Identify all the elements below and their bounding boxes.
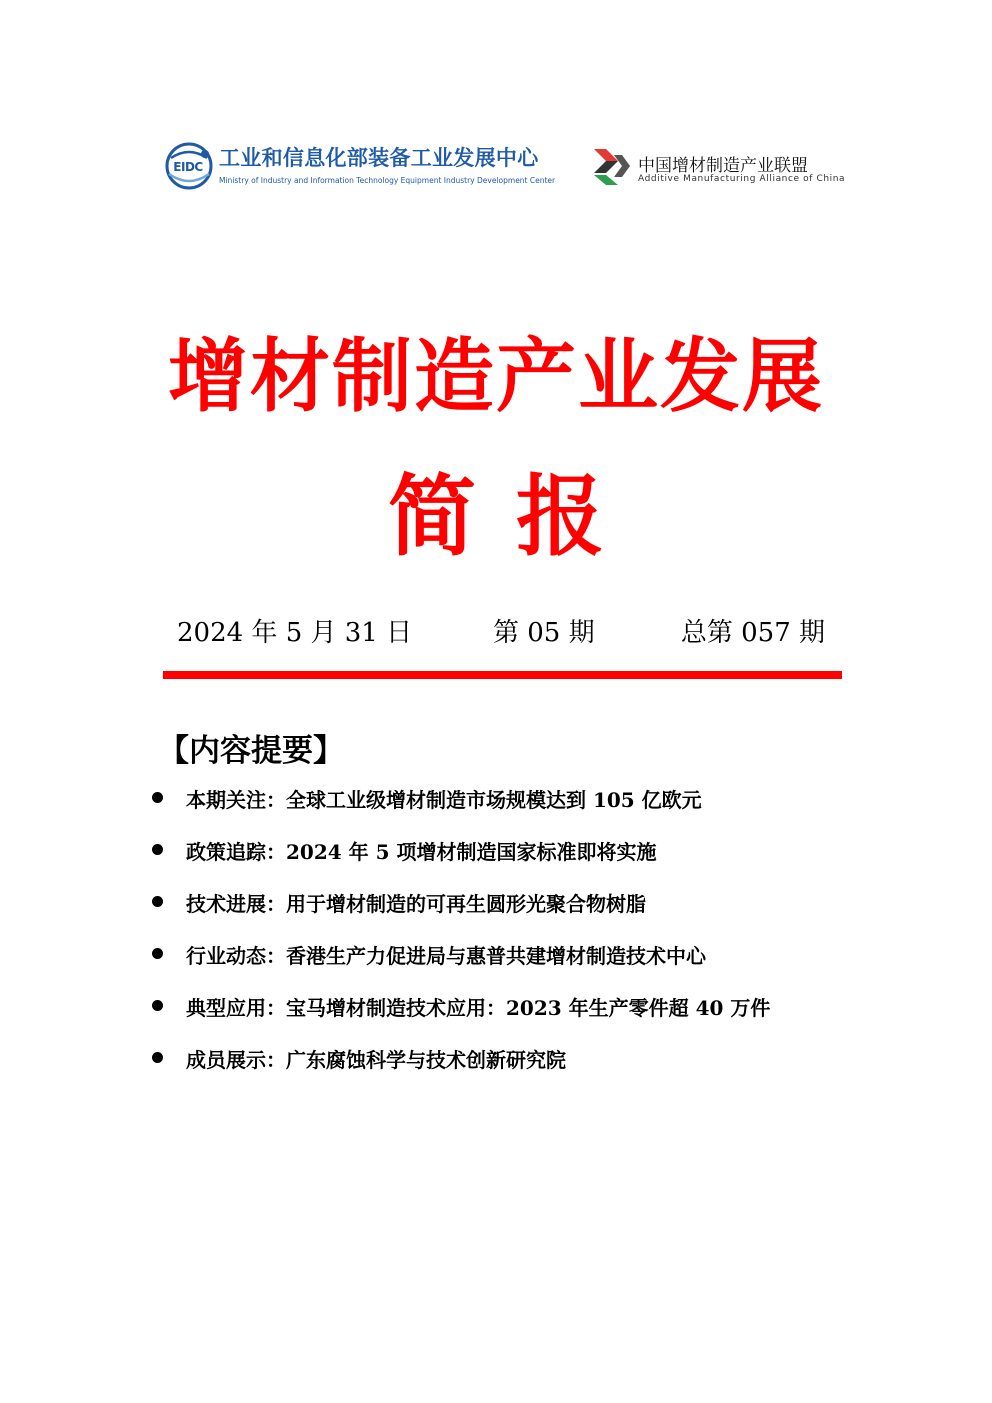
list-item-text: 成员展示：广东腐蚀科学与技术创新研究院 [186,1048,566,1072]
amac-name-cn: 中国增材制造产业联盟 [638,156,808,176]
list-item-text: 行业动态：香港生产力促进局与惠普共建增材制造技术中心 [186,944,706,968]
red-divider [163,671,842,679]
summary-heading: 【内容提要】 [158,733,344,769]
eidc-name-en: Ministry of Industry and Information Technology Equipment Industry Development Center [219,176,556,185]
issue-date: 2024 年 5 月 31 日 [177,618,413,648]
issue-total: 总第 057 期 [680,618,825,648]
bullet-icon [152,1052,163,1063]
list-item [150,832,850,884]
issue-number: 第 05 期 [493,618,595,648]
issue-info [177,612,827,652]
amac-name-en: Additive Manufacturing Alliance of China [638,174,846,184]
list-item-text: 技术进展：用于增材制造的可再生圆形光聚合物树脂 [186,892,646,916]
list-item-text: 典型应用：宝马增材制造技术应用：2023 年生产零件超 40 万件 [186,996,771,1020]
bullet-icon [152,844,163,855]
list-item-text: 政策追踪：2024 年 5 项增材制造国家标准即将实施 [186,840,657,864]
eidc-mark-text: EIDC [173,160,203,174]
list-item [150,936,850,988]
bullet-icon [152,792,163,803]
eidc-logo [163,140,556,195]
list-item [150,988,850,1040]
list-item-text: 本期关注：全球工业级增材制造市场规模达到 105 亿欧元 [186,788,702,812]
report-title-line1: 增材制造产业发展 [168,329,824,423]
summary-list [150,780,850,1092]
report-title-line2: 简报 [387,464,644,568]
list-item [150,780,850,832]
bullet-icon [152,948,163,959]
bullet-icon [152,896,163,907]
list-item [150,1040,850,1092]
bullet-icon [152,1000,163,1011]
amac-logo [592,145,846,190]
amac-chevron-icon [592,145,632,187]
eidc-name-cn: 工业和信息化部装备工业发展中心 [219,146,539,170]
list-item [150,884,850,936]
